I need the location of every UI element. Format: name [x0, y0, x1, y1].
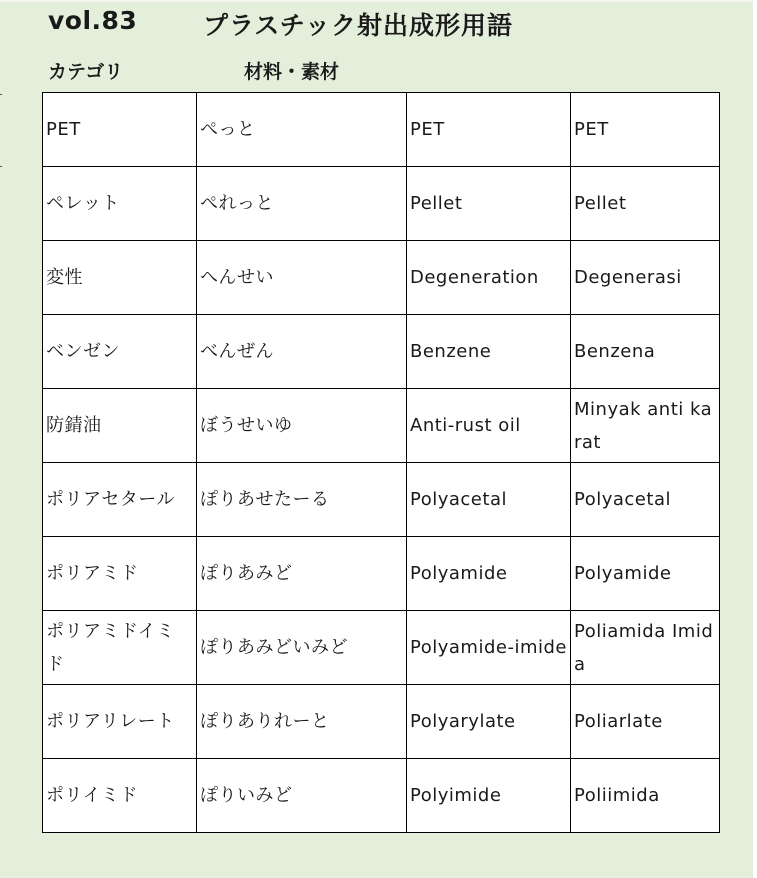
table-row [43, 315, 720, 389]
reading-cell[interactable]: ぽりあみど [197, 537, 407, 611]
english-cell[interactable]: Polyarylate [407, 685, 571, 759]
indonesian-cell[interactable]: Poliimida [571, 759, 720, 833]
table-row [43, 93, 720, 167]
term-cell[interactable]: ポリアリレート [43, 685, 197, 759]
indonesian-cell[interactable]: Poliamida Imida [571, 611, 720, 685]
term-cell[interactable]: PET [43, 93, 197, 167]
indonesian-cell[interactable]: Pellet [571, 167, 720, 241]
english-cell[interactable]: Polyimide [407, 759, 571, 833]
reading-cell[interactable]: ぼうせいゆ [197, 389, 407, 463]
reading-cell[interactable]: ぺれっと [197, 167, 407, 241]
indonesian-cell[interactable]: Polyacetal [571, 463, 720, 537]
category-label: カテゴリ [48, 61, 124, 83]
table-row [43, 463, 720, 537]
indonesian-cell[interactable]: Minyak anti karat [571, 389, 720, 463]
glossary-table [42, 92, 720, 833]
table-row [43, 685, 720, 759]
english-cell[interactable]: Anti-rust oil [407, 389, 571, 463]
reading-cell[interactable]: ぽりあみどいみど [197, 611, 407, 685]
page-title: プラスチック射出成形用語 [203, 11, 514, 40]
indonesian-cell[interactable]: Benzena [571, 315, 720, 389]
reading-cell[interactable]: ぽりいみど [197, 759, 407, 833]
indonesian-cell[interactable]: PET [571, 93, 720, 167]
term-cell[interactable]: 変性 [43, 241, 197, 315]
english-cell[interactable]: Polyacetal [407, 463, 571, 537]
table-row [43, 241, 720, 315]
term-cell[interactable]: ポリアセタール [43, 463, 197, 537]
term-cell[interactable]: 防錆油 [43, 389, 197, 463]
table-row [43, 389, 720, 463]
term-cell[interactable]: ポリアミドイミド [43, 611, 197, 685]
english-cell[interactable]: Benzene [407, 315, 571, 389]
english-cell[interactable]: Polyamide-imide [407, 611, 571, 685]
english-cell[interactable]: PET [407, 93, 571, 167]
reading-cell[interactable]: ぽりありれーと [197, 685, 407, 759]
table-row [43, 167, 720, 241]
category-value: 材料・素材 [244, 61, 340, 83]
table-row [43, 537, 720, 611]
volume-number: vol.83 [48, 6, 138, 35]
term-cell[interactable]: ペレット [43, 167, 197, 241]
reading-cell[interactable]: ぺっと [197, 93, 407, 167]
english-cell[interactable]: Degeneration [407, 241, 571, 315]
term-cell[interactable]: ポリイミド [43, 759, 197, 833]
reading-cell[interactable]: ぽりあせたーる [197, 463, 407, 537]
indonesian-cell[interactable]: Poliarlate [571, 685, 720, 759]
row-tick-mark [0, 94, 2, 95]
reading-cell[interactable]: へんせい [197, 241, 407, 315]
indonesian-cell[interactable]: Degenerasi [571, 241, 720, 315]
term-cell[interactable]: ベンゼン [43, 315, 197, 389]
english-cell[interactable]: Polyamide [407, 537, 571, 611]
table-row [43, 611, 720, 685]
reading-cell[interactable]: べんぜん [197, 315, 407, 389]
row-tick-mark [0, 166, 2, 167]
term-cell[interactable]: ポリアミド [43, 537, 197, 611]
english-cell[interactable]: Pellet [407, 167, 571, 241]
top-edge [0, 0, 757, 2]
indonesian-cell[interactable]: Polyamide [571, 537, 720, 611]
table-row [43, 759, 720, 833]
right-edge [753, 0, 757, 878]
